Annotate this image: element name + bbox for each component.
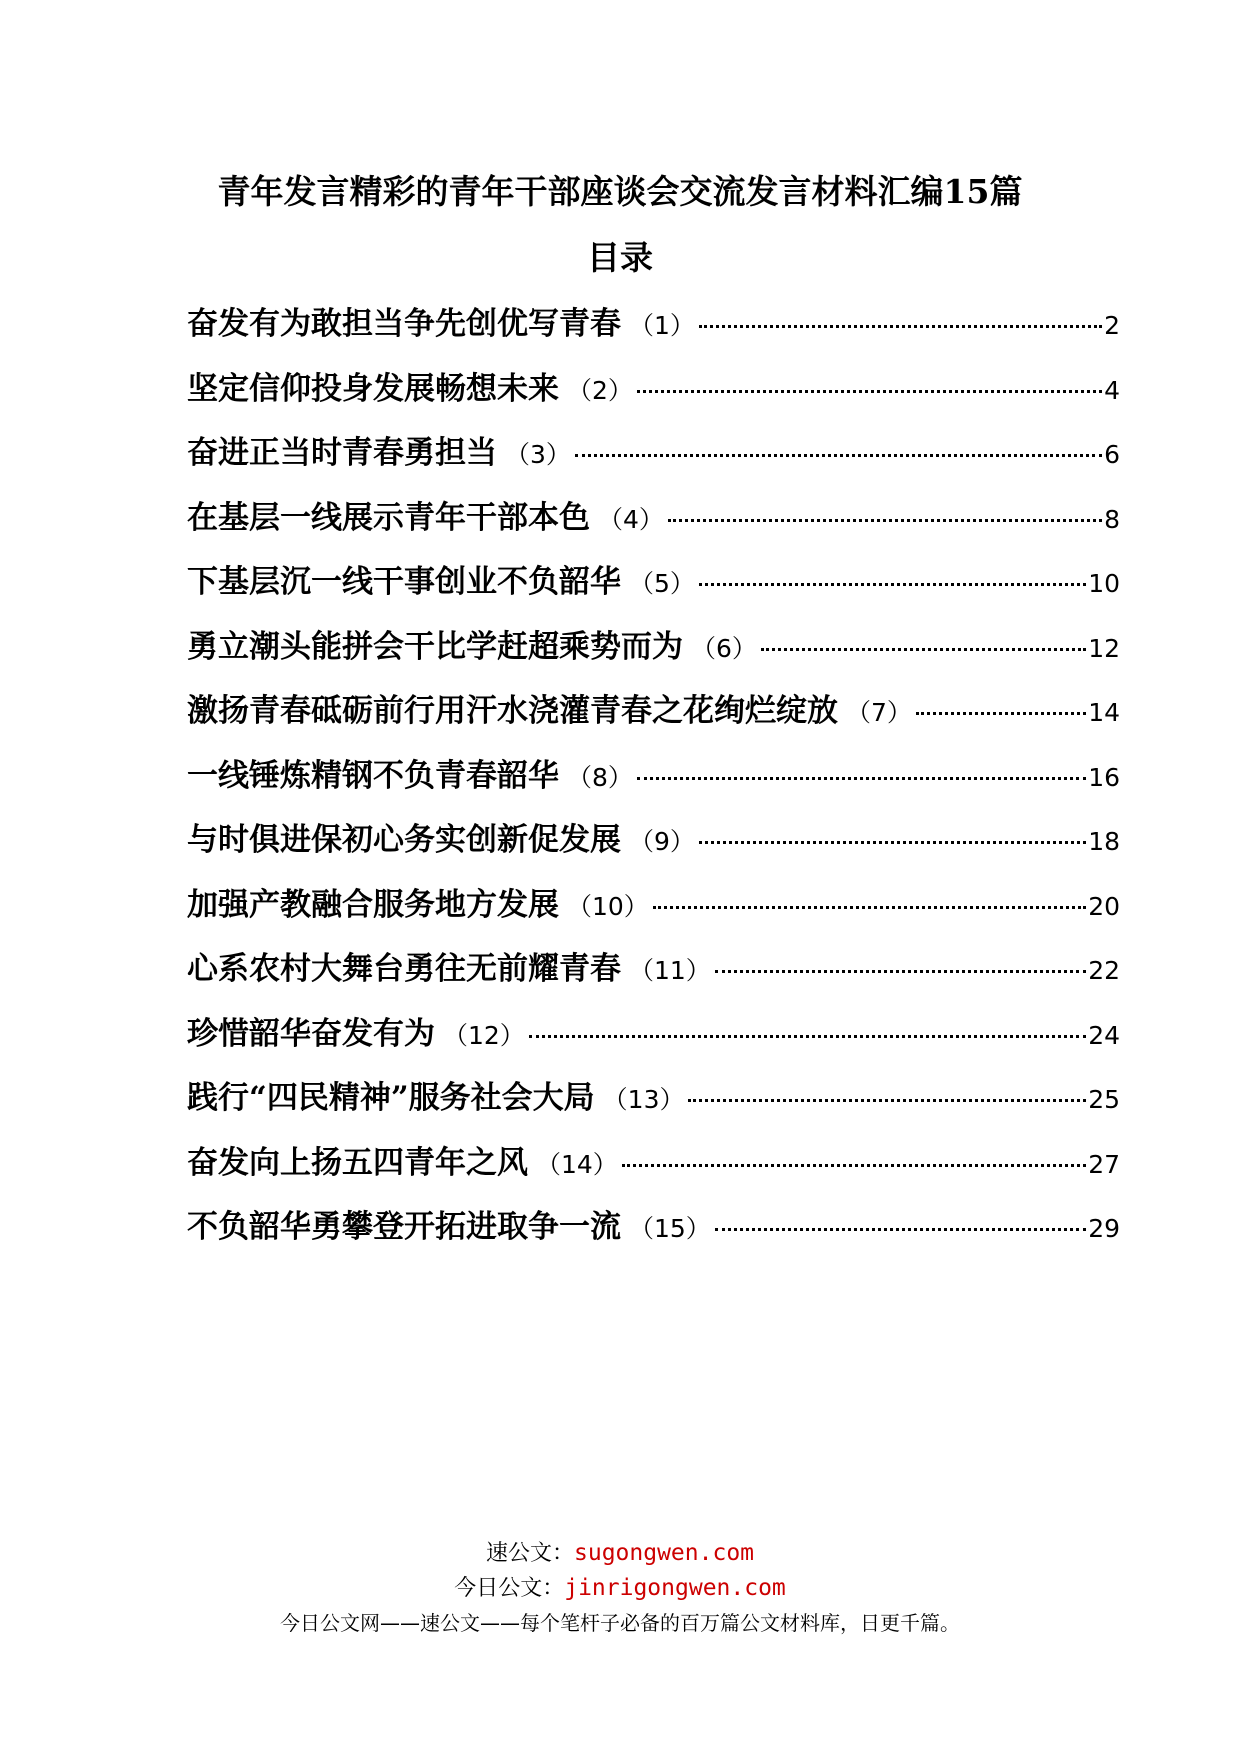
toc-entry-number: （7） xyxy=(846,698,912,727)
toc-entry-page: 29 xyxy=(1088,1214,1120,1243)
toc-entry-number: （10） xyxy=(567,891,649,921)
toc-entry-title: 加强产教融合服务地方发展 xyxy=(187,886,559,923)
footer-line-jinrigongwen xyxy=(0,1571,1240,1606)
toc-entry-8[interactable] xyxy=(187,754,1120,819)
footer-tagline: 今日公文网——速公文——每个笔杆子必备的百万篇公文材料库，日更千篇。 xyxy=(280,1611,960,1635)
toc-entry-title: 下基层沉一线干事创业不负韶华 xyxy=(187,564,621,600)
toc-entry-5[interactable] xyxy=(187,560,1120,625)
toc-entry-page: 16 xyxy=(1088,762,1120,792)
toc-entry-6[interactable] xyxy=(187,625,1120,690)
dot-leader xyxy=(699,583,1086,586)
toc-entry-7[interactable] xyxy=(187,689,1120,754)
sugongwen-link[interactable]: sugongwen.com xyxy=(574,1540,755,1566)
toc-entry-11[interactable] xyxy=(187,947,1120,1012)
footer-line-sugongwen xyxy=(0,1536,1240,1571)
toc-entry-page: 24 xyxy=(1088,1020,1120,1050)
toc-entry-3[interactable] xyxy=(187,431,1120,496)
toc-entry-title: 奋发有为敢担当争先创优写青春 xyxy=(187,306,621,342)
toc-entry-number: （13） xyxy=(602,1085,685,1114)
toc-entry-2[interactable] xyxy=(187,367,1120,432)
dot-leader xyxy=(575,454,1102,457)
toc-entry-page: 20 xyxy=(1088,891,1120,921)
dot-leader xyxy=(761,648,1086,651)
toc-entry-10[interactable] xyxy=(187,883,1120,948)
toc-entry-4[interactable] xyxy=(187,496,1120,561)
toc-entry-number: （6） xyxy=(691,633,757,663)
dot-leader xyxy=(653,906,1086,909)
toc-entry-number: （15） xyxy=(629,1214,711,1243)
footer-label: 今日公文： xyxy=(454,1576,565,1601)
dot-leader xyxy=(688,1099,1086,1102)
dot-leader xyxy=(637,390,1102,393)
toc-entry-number: （12） xyxy=(443,1020,525,1050)
dot-leader xyxy=(668,519,1102,522)
toc-entry-title: 勇立潮头能拼会干比学赶超乘势而为 xyxy=(187,628,683,665)
toc-entry-page: 2 xyxy=(1104,311,1120,340)
toc-entry-title: 奋发向上扬五四青年之风 xyxy=(187,1144,528,1181)
toc-entry-page: 6 xyxy=(1104,440,1120,469)
dot-leader xyxy=(622,1164,1086,1167)
toc-entry-title: 与时俱进保初心务实创新促发展 xyxy=(187,822,621,858)
toc-entry-number: （2） xyxy=(567,375,633,405)
toc-entry-15[interactable] xyxy=(187,1205,1120,1270)
toc-entry-title: 一线锤炼精钢不负青春韶华 xyxy=(187,757,559,794)
toc-entry-number: （1） xyxy=(629,311,695,340)
toc-entry-number: （8） xyxy=(567,762,633,792)
toc-entry-page: 22 xyxy=(1088,956,1120,985)
toc-entry-title: 心系农村大舞台勇往无前耀青春 xyxy=(187,951,621,987)
footer-label: 速公文： xyxy=(485,1541,574,1566)
dot-leader xyxy=(715,1228,1086,1231)
toc-entry-9[interactable] xyxy=(187,818,1120,883)
jinrigongwen-link[interactable]: jinrigongwen.com xyxy=(564,1575,786,1601)
toc-entry-title: 奋进正当时青春勇担当 xyxy=(187,435,497,471)
toc-entry-page: 14 xyxy=(1088,698,1120,727)
toc-entry-page: 25 xyxy=(1088,1085,1120,1114)
page-footer xyxy=(0,1536,1240,1640)
toc-entry-14[interactable] xyxy=(187,1141,1120,1206)
dot-leader xyxy=(637,777,1086,780)
toc-entry-title: 激扬青春砥砺前行用汗水浇灌青春之花绚烂绽放 xyxy=(187,693,838,729)
toc-entry-title: 践行“四民精神”服务社会大局 xyxy=(187,1080,595,1116)
toc-entry-title: 不负韶华勇攀登开拓进取争一流 xyxy=(187,1209,621,1245)
dot-leader xyxy=(529,1035,1086,1038)
toc-entry-page: 10 xyxy=(1088,569,1120,598)
dot-leader xyxy=(715,970,1086,973)
toc-entry-page: 4 xyxy=(1104,375,1120,405)
dot-leader xyxy=(699,325,1102,328)
toc-heading: 目录 xyxy=(587,238,653,277)
toc-entry-number: （14） xyxy=(536,1149,618,1179)
toc-entry-title: 在基层一线展示青年干部本色 xyxy=(187,499,590,536)
toc-entry-title: 珍惜韶华奋发有为 xyxy=(187,1015,435,1052)
toc-entry-number: （9） xyxy=(629,827,695,856)
toc-entry-1[interactable] xyxy=(187,302,1120,367)
dot-leader xyxy=(699,841,1086,844)
toc-entry-number: （4） xyxy=(598,504,664,534)
toc-entry-number: （11） xyxy=(629,956,711,985)
toc-entry-page: 12 xyxy=(1088,633,1120,663)
dot-leader xyxy=(916,712,1086,715)
toc-entry-title: 坚定信仰投身发展畅想未来 xyxy=(187,370,559,407)
table-of-contents xyxy=(187,302,1120,1270)
toc-entry-13[interactable] xyxy=(187,1076,1120,1141)
toc-entry-12[interactable] xyxy=(187,1012,1120,1077)
toc-entry-number: （3） xyxy=(505,440,571,469)
toc-entry-page: 8 xyxy=(1104,504,1120,534)
toc-entry-number: （5） xyxy=(629,569,695,598)
document-title: 青年发言精彩的青年干部座谈会交流发言材料汇编15篇 xyxy=(217,172,1023,211)
toc-entry-page: 27 xyxy=(1088,1149,1120,1179)
toc-entry-page: 18 xyxy=(1088,827,1120,856)
